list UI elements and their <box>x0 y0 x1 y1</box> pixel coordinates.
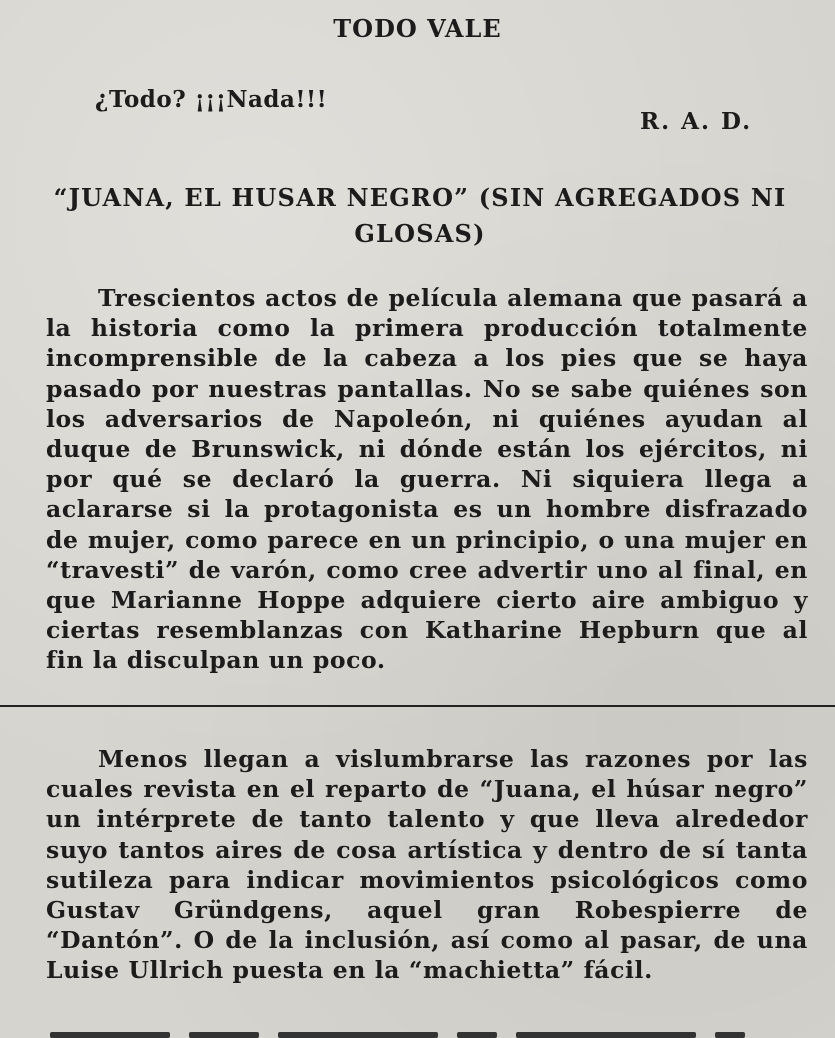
article-paragraph: Menos llegan a vislumbrarse las razones por las cuales revista en el reparto de “Juana, el húsar negro” un intérprete de tanto talento y que lleva alrededor suyo tantos aires de cosa artística y dentro de sí tanta sutileza para indicar movimientos psicológicos como Gustav Gründgens, aquel gran Robespierre de “Dantón”. O de la inclusión, así como al pasar, de una Luise Ullrich puesta en la “machietta” fácil. <box>46 745 808 985</box>
cut-off-text-line <box>50 1022 810 1038</box>
article-headline: “JUANA, EL HUSAR NEGRO” (SIN AGREGADOS NI GLOSAS) <box>53 183 787 248</box>
article-paragraph: Trescientos actos de película alemana que pasará a la historia como la primera producción totalmente incomprensible de la cabeza a los pies que se haya pasado por nuestras pantallas. No se sabe quiénes son los adversarios de Napoleón, ni quiénes ayudan al duque de Brunswick, ni dónde están los ejércitos, ni por qué se declaró la guerra. Ni siquiera llega a aclararse si la protagonista es un hombre disfrazado de mujer, como parece en un principio, o una mujer en “travesti” de varón, como cree advertir uno al final, en que Marianne Hoppe adquiere cierto aire ambiguo y ciertas resemblanzas con Katharine Hepburn que al fin la disculpan un poco. <box>46 284 808 675</box>
cut-off-glyphs <box>189 1032 259 1038</box>
author-byline: R. A. D. <box>640 108 753 135</box>
column-title: TODO VALE <box>333 14 502 43</box>
cut-off-glyphs <box>50 1032 170 1038</box>
fold-line-divider <box>0 705 835 707</box>
cut-off-glyphs <box>516 1032 696 1038</box>
cut-off-glyphs <box>278 1032 438 1038</box>
cut-off-glyphs <box>715 1032 745 1038</box>
column-tagline: ¿Todo? ¡¡¡Nada!!! <box>95 86 328 113</box>
cut-off-glyphs <box>457 1032 497 1038</box>
